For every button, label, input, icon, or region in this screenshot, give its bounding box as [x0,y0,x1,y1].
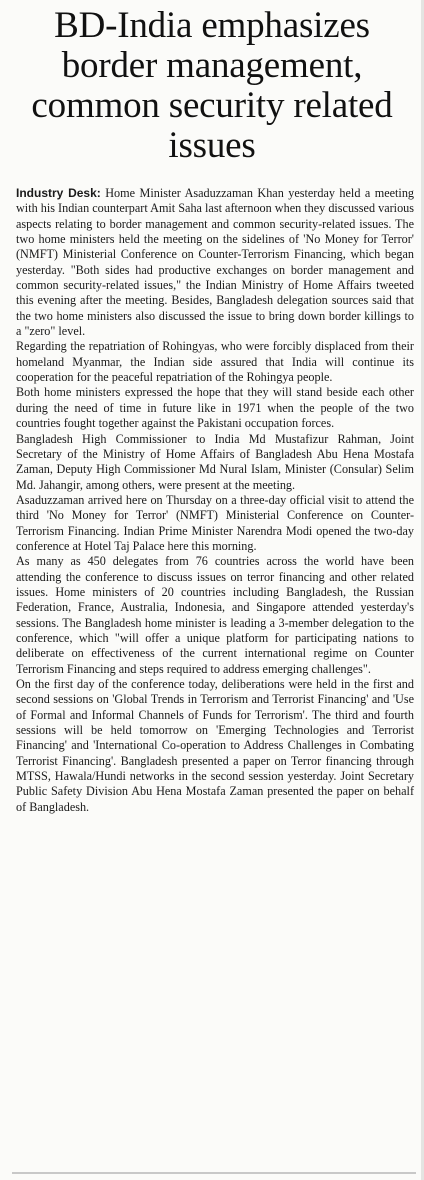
article-paragraph: Both home ministers expressed the hope that they will stand beside each other during the need of time in future like in 1971 when the people of the two countries fought together against the Pakistani occupation forces. [16,385,414,431]
bottom-rule [12,1172,416,1174]
article-paragraph: Regarding the repatriation of Rohingyas, who were forcibly displaced from their homeland Myanmar, the Indian side assured that India will continue its cooperation for the peaceful repatriation of the Rohingya people. [16,339,414,385]
article-paragraph [16,186,414,339]
article-body [0,186,424,815]
headline: BD-India emphasizes border management, common security related issues [31,5,393,166]
article-paragraph: On the first day of the conference today, deliberations were held in the first and second sessions on 'Global Trends in Terrorism and Terrorist Financing' and 'Use of Formal and Informal Channels of Funds for Terrorism'. The third and fourth sessions will be held tomorrow on 'Emerging Technologies and Terrorist Financing' and 'International Co-operation to Address Challenges in Combating Terrorist Financing'. Bangladesh presented a paper on Terror financing through MTSS, Hawala/Hundi networks in the second session yesterday. Joint Secretary Public Safety Division Abu Hena Mostafa Zaman presented the paper on behalf of Bangladesh. [16,677,414,814]
article-paragraph: Asaduzzaman arrived here on Thursday on a three-day official visit to attend the third 'No Money for Terror' (NMFT) Ministerial Conference on Counter-Terrorism Financing. Indian Prime Minister Narendra Modi opened the two-day conference at Hotel Taj Palace here this morning. [16,492,414,553]
article-paragraph: As many as 450 delegates from 76 countries across the world have been attending the conference to discuss issues on terror financing and other related issues. Home ministers of 20 countries including Bangladesh, the Russian Federation, France, Australia, Indonesia, and Singapore attended yesterday's sessions. The Bangladesh home minister is leading a 3-member delegation to the conference, which "will offer a unique platform for participating nations to deliberate on effectiveness of the current international regime on Counter Terrorism Financing and steps required to address emerging challenges". [16,554,414,676]
article-paragraph: Bangladesh High Commissioner to India Md Mustafizur Rahman, Joint Secretary of the Ministry of Home Affairs of Bangladesh Abu Hena Mostafa Zaman, Deputy High Commissioner Md Nural Islam, Minister (Consular) Selim Md. Jahangir, among others, were present at the meeting. [16,431,414,492]
paragraph-text: Home Minister Asaduzzaman Khan yesterday held a meeting with his Indian counterpart Amit Saha last afternoon when they discussed various aspects relating to border management and common security-related issues. The two home ministers held the meeting on the sidelines of 'No Money for Terror' (NMFT) Ministerial Conference on Counter-Terrorism Financing, which began yesterday. "Both sides had productive exchanges on border management and common security-related issues," the Indian Ministry of Home Affairs tweeted this evening after the meeting. Besides, Bangladesh delegation sources said that the two home ministers also discussed the issue to bring down border killings to a "zero" level. [16,186,415,339]
byline: Industry Desk: [16,186,101,200]
